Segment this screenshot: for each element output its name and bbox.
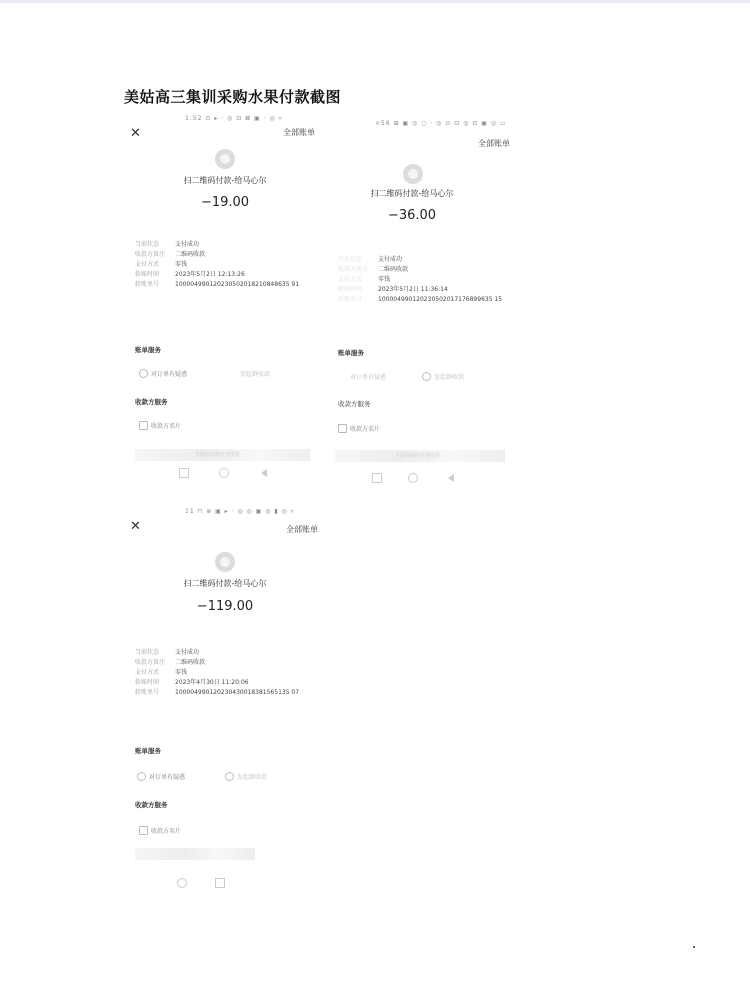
home-icon[interactable] — [177, 878, 187, 888]
detail-row: 当前状态 支付成功 — [338, 256, 403, 263]
payee-card-button[interactable]: 收款方名片 — [139, 421, 181, 430]
help-icon — [137, 772, 146, 781]
group-collect-button[interactable]: 发起群收款 — [422, 372, 464, 381]
bill-service-title: 账单服务 — [135, 346, 161, 354]
merchant-avatar — [215, 552, 235, 572]
detail-row: 转账时间 2023年5月2日 12:13:26 — [135, 271, 245, 278]
detail-row: 支付方式 零钱 — [135, 261, 188, 268]
merchant-avatar — [215, 149, 235, 169]
order-question-button[interactable]: 对订单有疑惑 — [139, 369, 187, 378]
status-bar: 11 ⊓ ⊕ ▣ ▸ · ◎ ◎ ▣ ◎ ▮ ◎ ▿ — [185, 508, 295, 515]
home-icon[interactable] — [408, 473, 418, 483]
recent-apps-icon[interactable] — [179, 468, 189, 478]
bill-service-title: 账单服务 — [338, 349, 364, 357]
recent-apps-icon[interactable] — [215, 878, 225, 888]
group-icon — [225, 772, 234, 781]
merchant-title: 扫二维码付款-给马心尔 — [183, 579, 267, 588]
payee-card-button[interactable]: 收款方名片 — [338, 424, 380, 433]
detail-row: 当前状态 支付成功 — [135, 649, 200, 656]
payee-service-title: 收款方服务 — [135, 801, 168, 809]
detail-row: 收款方备注 二维码收款 — [135, 659, 206, 666]
detail-row: 转账单号 100004990120230502017176899635 15 — [338, 296, 503, 303]
detail-row: 支付方式 零钱 — [338, 276, 391, 283]
receipt-screenshot-1 — [125, 115, 335, 490]
merchant-avatar — [403, 164, 423, 184]
detail-row: 收款方备注 二维码收款 — [338, 266, 409, 273]
back-icon[interactable] — [448, 474, 454, 482]
payee-card-button[interactable]: 收款方名片 — [139, 826, 181, 835]
status-bar: 1:52 ⊙ ▸ · ◎ ⊡ ⊠ ▣ · ◎ ▿ — [185, 115, 283, 122]
payment-amount: −19.00 — [200, 195, 250, 210]
transaction-details — [338, 255, 523, 305]
payee-service-title: 收款方服务 — [135, 398, 168, 406]
detail-row: 转账时间 2023年4月30日 11:20:06 — [135, 679, 249, 686]
footer-blur — [135, 848, 255, 860]
order-question-button[interactable]: 对订单有疑惑 — [137, 772, 185, 781]
recent-apps-icon[interactable] — [372, 473, 382, 483]
help-icon — [139, 369, 148, 378]
payment-amount: −119.00 — [196, 599, 254, 614]
detail-row: 转账单号 100004990120230502018210848635 91 — [135, 281, 300, 288]
order-question-button[interactable]: 对订单有疑惑 — [350, 374, 387, 381]
card-icon — [338, 424, 347, 433]
status-bar: ×56 ⊞ ▣ ◎ ○ · ◎ ⊙ ⊡ ◎ ⊡ ▣ ◎ ▭ — [375, 120, 507, 127]
receipt-screenshot-2 — [330, 120, 540, 495]
card-icon — [139, 826, 148, 835]
group-collect-button[interactable]: 发起群收款 — [225, 772, 267, 781]
top-border-line — [0, 0, 750, 3]
merchant-title: 扫二维码付款-给马心尔 — [183, 176, 267, 185]
close-icon[interactable]: ✕ — [130, 519, 141, 534]
receipt-screenshot-3 — [125, 508, 335, 898]
payee-service-title: 收款方服务 — [338, 400, 371, 408]
card-icon — [139, 421, 148, 430]
merchant-title: 扫二维码付款-给马心尔 — [370, 189, 454, 198]
detail-row: 转账时间 2023年5月2日 11:36:14 — [338, 286, 448, 293]
detail-row: 转账单号 100004990120230430018381565135 07 — [135, 689, 300, 696]
detail-row: 当前状态 支付成功 — [135, 241, 200, 248]
group-icon — [422, 372, 431, 381]
transaction-details — [135, 648, 320, 698]
all-bills-link[interactable]: 全部账单 — [478, 139, 510, 148]
scan-speck — [693, 946, 695, 948]
footer-blur: 本服务由财付通提供 — [135, 449, 310, 461]
bill-service-title: 账单服务 — [135, 747, 161, 755]
footer-blur: 本服务由财付通提供 — [335, 450, 505, 462]
payment-amount: −36.00 — [387, 208, 437, 223]
transaction-details — [135, 240, 320, 290]
home-icon[interactable] — [219, 468, 229, 478]
all-bills-link[interactable]: 全部账单 — [283, 128, 315, 137]
group-collect-button[interactable]: 发起群收款 — [240, 371, 271, 378]
close-icon[interactable]: ✕ — [130, 126, 141, 141]
back-icon[interactable] — [261, 469, 267, 477]
document-title: 美姑高三集训采购水果付款截图 — [124, 88, 342, 106]
detail-row: 支付方式 零钱 — [135, 669, 188, 676]
all-bills-link[interactable]: 全部账单 — [286, 525, 318, 534]
detail-row: 收款方备注 二维码收款 — [135, 251, 206, 258]
